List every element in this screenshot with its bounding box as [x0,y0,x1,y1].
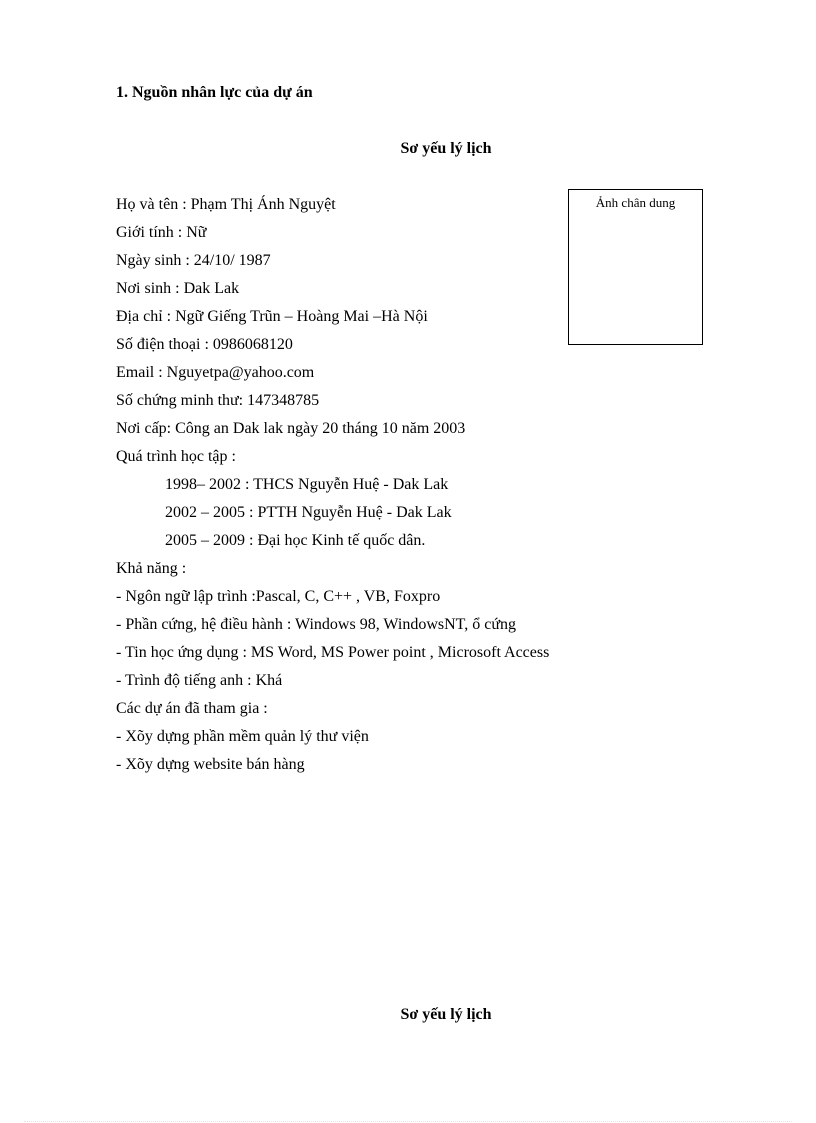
phone-line: Số điện thoại : 0986068120 [116,336,293,353]
id-number-line: Số chứng minh thư: 147348785 [116,392,320,409]
skill-item: - Phần cứng, hệ điều hành : Windows 98, WindowsNT, ổ cứng [116,616,517,633]
skill-item: - Ngôn ngữ lập trình :Pascal, C, C++ , VB, Foxpro [116,588,441,605]
portrait-photo-caption: Ảnh chân dung [595,195,676,210]
skills-heading: Khả năng : [116,560,187,577]
birth-date-line: Ngày sinh : 24/10/ 1987 [116,252,271,269]
cv-title: Sơ yếu lý lịch [400,140,492,157]
full-name-line: Họ và tên : Phạm Thị Ánh Nguyệt [116,196,336,213]
email-line: Email : Nguyetpa@yahoo.com [116,364,315,381]
projects-heading: Các dự án đã tham gia : [116,700,268,717]
education-item: 1998– 2002 : THCS Nguyễn Huệ - Dak Lak [165,476,449,493]
portrait-photo-box [568,189,703,345]
project-item: - Xõy dựng website bán hàng [116,756,305,773]
id-issued-line: Nơi cấp: Công an Dak lak ngày 20 tháng 10 năm 2003 [116,420,466,437]
page-bottom-divider [24,1121,792,1122]
skill-item: - Trình độ tiếng anh : Khá [116,672,283,689]
education-heading: Quá trình học tập : [116,448,236,465]
birth-place-line: Nơi sinh : Dak Lak [116,280,240,297]
cv-title-repeat: Sơ yếu lý lịch [400,1006,492,1023]
gender-line: Giới tính : Nữ [116,224,207,241]
skill-item: - Tin học ứng dụng : MS Word, MS Power point , Microsoft Access [116,644,550,661]
address-line: Địa chỉ : Ngữ Giếng Trũn – Hoàng Mai –Hà Nội [116,308,428,325]
education-item: 2002 – 2005 : PTTH Nguyễn Huệ - Dak Lak [165,504,452,521]
section-heading: 1. Nguồn nhân lực của dự án [116,84,313,101]
project-item: - Xõy dựng phần mềm quản lý thư viện [116,728,369,745]
education-item: 2005 – 2009 : Đại học Kinh tế quốc dân. [165,532,426,549]
